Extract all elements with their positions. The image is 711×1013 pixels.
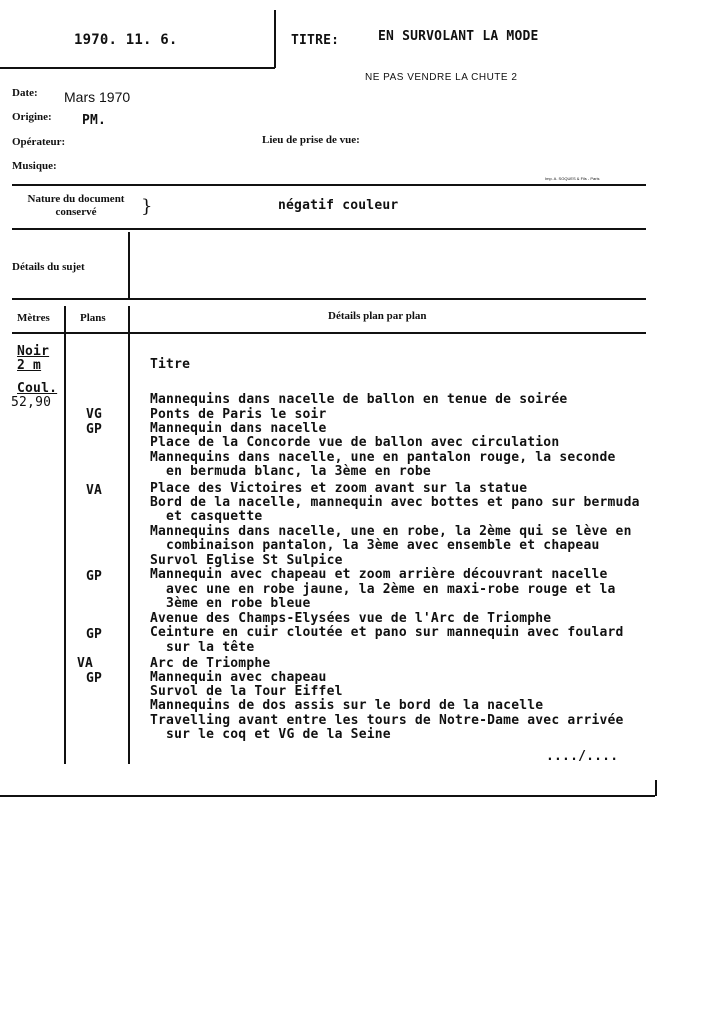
plan-code: VA: [86, 483, 103, 498]
shot-line: Mannequins dans nacelle de ballon en tenue de soirée: [150, 392, 568, 407]
column-header-metres: Mètres: [17, 312, 50, 324]
shot-line: Bord de la nacelle, mannequin avec bottes et pano sur bermuda: [150, 495, 640, 510]
shot-line: Place des Victoires et zoom avant sur la statue: [150, 481, 528, 496]
printer-imprint: Imp. A. SOQUES & Fils - Paris: [545, 176, 600, 181]
plan-code: VG: [86, 407, 103, 422]
location-label: Lieu de prise de vue:: [262, 134, 360, 146]
plan-code: VA: [77, 656, 94, 671]
shot-line: Mannequin avec chapeau et zoom arrière découvrant nacelle: [150, 567, 608, 582]
plan-code: GP: [86, 671, 103, 686]
column-divider-2: [128, 306, 130, 764]
operator-label: Opérateur:: [12, 136, 66, 148]
shot-line: Arc de Triomphe: [150, 656, 271, 671]
column-header-plans: Plans: [80, 312, 106, 324]
column-header-details: Détails plan par plan: [328, 310, 427, 322]
subject-bracket: [128, 232, 130, 298]
shot-line: Mannequins de dos assis sur le bord de la nacelle: [150, 698, 544, 713]
plan-code: GP: [86, 422, 103, 437]
metres-column: [11, 344, 63, 425]
nature-label-line2: conservé: [55, 206, 97, 218]
title-label: TITRE:: [291, 33, 340, 48]
shot-line: Mannequins dans nacelle, une en robe, la 2ème qui se lève en: [150, 524, 632, 539]
metres-couleur: Coul.: [17, 381, 58, 396]
shot-details: [150, 0, 650, 760]
date-label: Date:: [12, 87, 38, 99]
metres-couleur-length: 52,90: [11, 395, 52, 410]
plan-code: GP: [86, 569, 103, 584]
sale-note: NE PAS VENDRE LA CHUTE 2: [365, 72, 518, 83]
plans-column: [66, 0, 126, 700]
origin-label: Origine:: [12, 111, 52, 123]
shot-line: et casquette: [150, 509, 263, 524]
shot-line: Avenue des Champs-Elysées vue de l'Arc de Triomphe: [150, 611, 552, 626]
shot-line: sur la tête: [150, 640, 255, 655]
film-title: EN SURVOLANT LA MODE: [378, 29, 539, 44]
shot-line: Mannequin dans nacelle: [150, 421, 327, 436]
shot-line: Survol Eglise St Sulpice: [150, 553, 343, 568]
shot-line: Titre: [150, 357, 191, 372]
shot-line: Place de la Concorde vue de ballon avec circulation: [150, 435, 560, 450]
shot-line: Mannequin avec chapeau: [150, 670, 327, 685]
metres-noir-length: 2 m: [17, 358, 42, 373]
nature-label-line1: Nature du document: [27, 193, 125, 205]
page-right-edge: [655, 780, 657, 796]
page-bottom-line: [0, 795, 655, 797]
shot-line: Travelling avant entre les tours de Notre-Dame avec arrivée: [150, 713, 624, 728]
nature-brace: }: [141, 196, 153, 217]
shot-line: 3ème en robe bleue: [150, 596, 311, 611]
continuation-marker: ..../....: [546, 749, 619, 764]
shot-line: sur le coq et VG de la Seine: [150, 727, 391, 742]
shot-line: Ponts de Paris le soir: [150, 407, 327, 422]
shot-line: Survol de la Tour Eiffel: [150, 684, 343, 699]
subject-details-label: Détails du sujet: [12, 261, 85, 273]
music-label: Musique:: [12, 160, 57, 172]
metres-noir: Noir: [17, 344, 50, 359]
nature-value: négatif couleur: [278, 198, 399, 213]
shot-line: en bermuda blanc, la 3ème en robe: [150, 464, 431, 479]
date-value: Mars 1970: [64, 89, 131, 105]
shot-line: Mannequins dans nacelle, une en pantalon rouge, la seconde: [150, 450, 616, 465]
shot-line: avec une en robe jaune, la 2ème en maxi-robe rouge et la: [150, 582, 616, 597]
document-reference: 1970. 11. 6.: [74, 32, 178, 48]
plan-code: GP: [86, 627, 103, 642]
shot-line: Ceinture en cuir cloutée et pano sur mannequin avec foulard: [150, 625, 624, 640]
shot-line: combinaison pantalon, la 3ème avec ensemble et chapeau: [150, 538, 600, 553]
origin-value: PM.: [82, 113, 107, 128]
